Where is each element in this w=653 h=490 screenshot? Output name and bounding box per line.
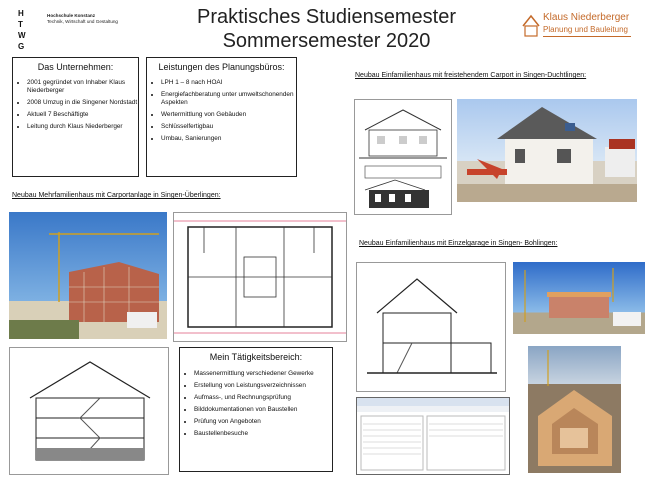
ueberlingen-floor-plan [173,212,347,342]
services-item: • Energiefachberatung unter umweltschonenden Aspekten [161,91,296,107]
services-box-title: Leistungen des Planungsbüros: [158,62,285,72]
htwg-school-sub: Technik, Wirtschaft und Gestaltung [47,19,118,24]
task-item: • Erstellung von Leistungsverzeichnissen [194,382,332,390]
section-heading-duchtlingen: Neubau Einfamilienhaus mit freistehendem Carport in Singen-Duchtlingen: [355,72,587,79]
tasks-box-title: Mein Tätigkeitsbereich: [209,352,303,362]
bohlingen-section-drawing [356,262,506,392]
task-item: • Aufmass-, und Rechnungsprüfung [194,394,332,402]
services-box [146,57,297,177]
company-item: • 2008 Umzug in die Singener Nordstadt [27,99,138,107]
company-box-title: Das Unternehmen: [37,62,114,72]
services-item: • Umbau, Sanierungen [161,135,296,143]
company-item: • 2001 gegründet von Inhaber Klaus Niederberger [27,79,138,95]
company-item: • Aktuell 7 Beschäftigte [27,111,138,119]
company-logo-icon [521,12,541,42]
company-logo [521,12,631,42]
page-title-line1: Praktisches Studiensemester [196,6,456,28]
duchtlingen-house-photo [457,99,637,202]
section-heading-ueberlingen: Neubau Mehrfamilienhaus mit Carportanlage in Singen-Überlingen: [12,192,221,199]
bohlingen-roof-photo [528,346,621,473]
ueberlingen-construction-photo [9,212,167,339]
company-box [12,57,139,177]
bohlingen-construction-photo [513,262,645,334]
company-logo-sub: Planung und Bauleitung [543,25,628,34]
bohlingen-software-screenshot [356,397,510,475]
company-logo-name: Klaus Niederberger [543,12,630,23]
page-title-line2: Sommersemester 2020 [222,30,431,52]
htwg-school-name: Hochschule Konstanz [47,13,95,18]
task-item: • Baustellenbesuche [194,430,332,438]
services-item: • LPH 1 – 8 nach HOAI [161,79,296,87]
tasks-box [179,347,333,472]
task-item: • Prüfung von Angeboten [194,418,332,426]
duchtlingen-plan-drawing [354,99,452,215]
logo-underline [543,36,631,37]
htwg-logo: H T W G [18,9,32,51]
company-item: • Leitung durch Klaus Niederberger [27,123,138,131]
section-heading-bohlingen: Neubau Einfamilienhaus mit Einzelgarage in Singen- Bohlingen: [359,240,558,247]
task-item: • Massenermittlung verschiedener Gewerke [194,370,332,378]
ueberlingen-section-drawing [9,347,169,475]
task-item: • Bilddokumentationen von Baustellen [194,406,332,414]
htwg-school-text [47,13,118,25]
services-item: • Wertermittlung von Gebäuden [161,111,296,119]
services-item: • Schlüsselfertigbau [161,123,296,131]
